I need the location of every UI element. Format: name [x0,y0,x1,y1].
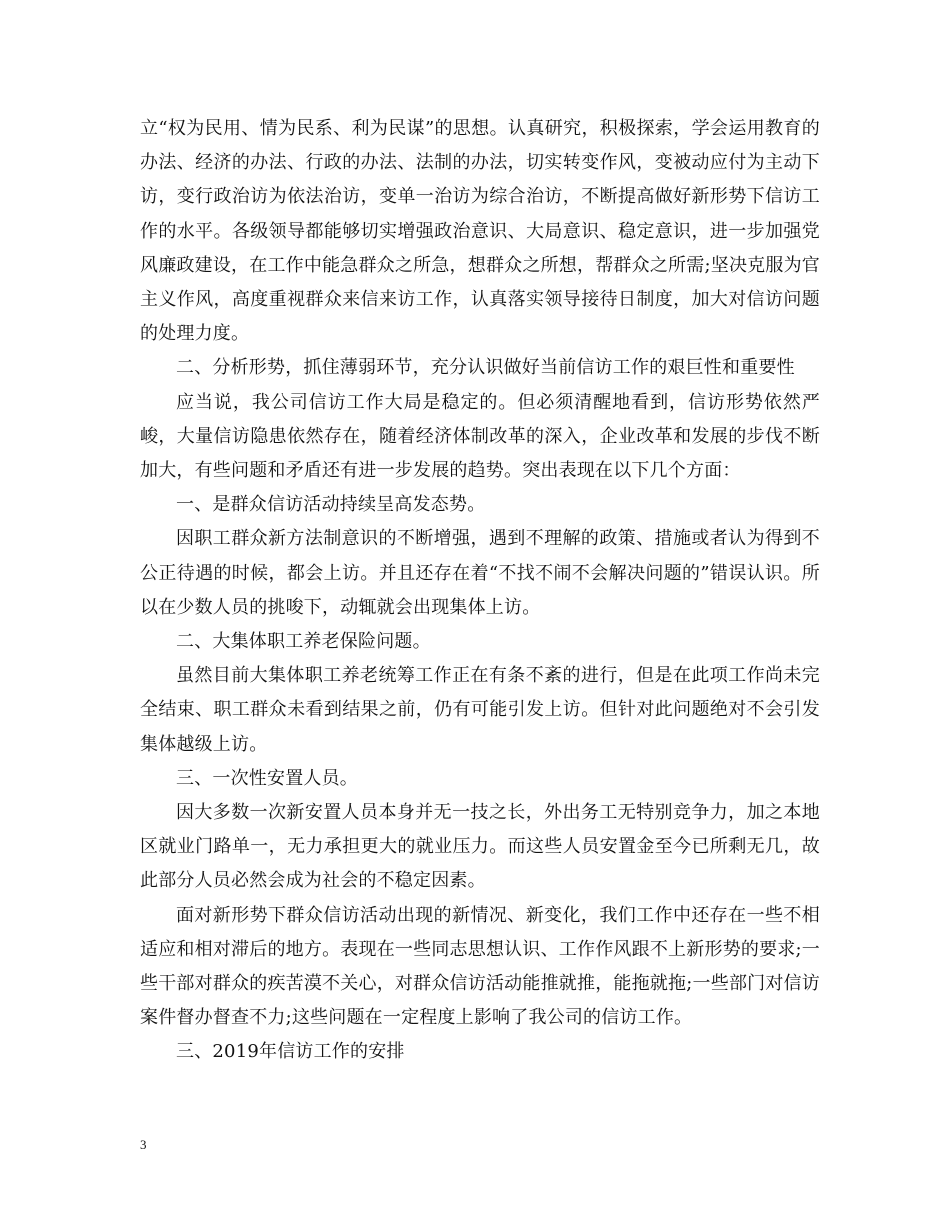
page-number: 3 [140,1137,147,1152]
paragraph-placement: 因大多数一次新安置人员本身并无一技之长，外出务工无特别竞争力，加之本地区就业门路单一，无力承担更大的就业压力。而这些人员安置金至今已所剩无几，故此部分人员必然会成为社会的不稳定因素。 [140,802,820,892]
section-heading-arrangement: 三、2019年信访工作的安排 [176,1041,405,1063]
paragraph-pension: 虽然目前大集体职工养老统筹工作正在有条不紊的进行，但是在此项工作尚未完全结束、职工群众未看到结果之前，仍有可能引发上访。但针对此问题绝对不会引发集体越级上访。 [140,665,820,755]
subheading-high-incidence: 一、是群众信访活动持续呈高发态势。 [176,494,486,516]
paragraph-new-situation: 面对新形势下群众信访活动出现的新情况、新变化，我们工作中还存在一些不相适应和相对滞后的地方。表现在一些同志思想认识、工作作风跟不上新形势的要求;一些干部对群众的疾苦漠不关心，对群众信访活动能推就推，能拖就拖;一些部门对信访案件督办督查不力;这些问题在一定程度上影响了我公司的信访工作。 [140,904,820,1029]
paragraph-situation: 应当说，我公司信访工作大局是稳定的。但必须清醒地看到，信访形势依然严峻，大量信访隐患依然存在，随着经济体制改革的深入，企业改革和发展的步伐不断加大，有些问题和矛盾还有进一步发展的趋势。突出表现在以下几个方面： [140,391,820,482]
subheading-one-time-placement: 三、一次性安置人员。 [176,767,358,789]
paragraph-legal-awareness: 因职工群众新方法制意识的不断增强，遇到不理解的政策、措施或者认为得到不公正待遇的时候，都会上访。并且还存在着“不找不闹不会解决问题的”错误认识。所以在少数人员的挑唆下，动辄就会出现集体上访。 [140,528,820,618]
subheading-pension-issue: 二、大集体职工养老保险问题。 [176,631,431,653]
section-heading-analysis: 二、分析形势，抓住薄弱环节，充分认识做好当前信访工作的艰巨性和重要性 [176,357,795,379]
paragraph-continued-thought: 立“权为民用、情为民系、利为民谋”的思想。认真研究，积极探索，学会运用教育的办法、经济的办法、行政的办法、法制的办法，切实转变作风，变被动应付为主动下访，变行政治访为依法治访，变单一治访为综合治访，不断提高做好新形势下信访工作的水平。各级领导都能够切实增强政治意识、大局意识、稳定意识，进一步加强党风廉政建设，在工作中能急群众之所急，想群众之所想，帮群众之所需;坚决克服为官主义作风，高度重视群众来信来访工作，认真落实领导接待日制度，加大对信访问题的处理力度。 [140,118,820,345]
document-body [140,112,820,1070]
